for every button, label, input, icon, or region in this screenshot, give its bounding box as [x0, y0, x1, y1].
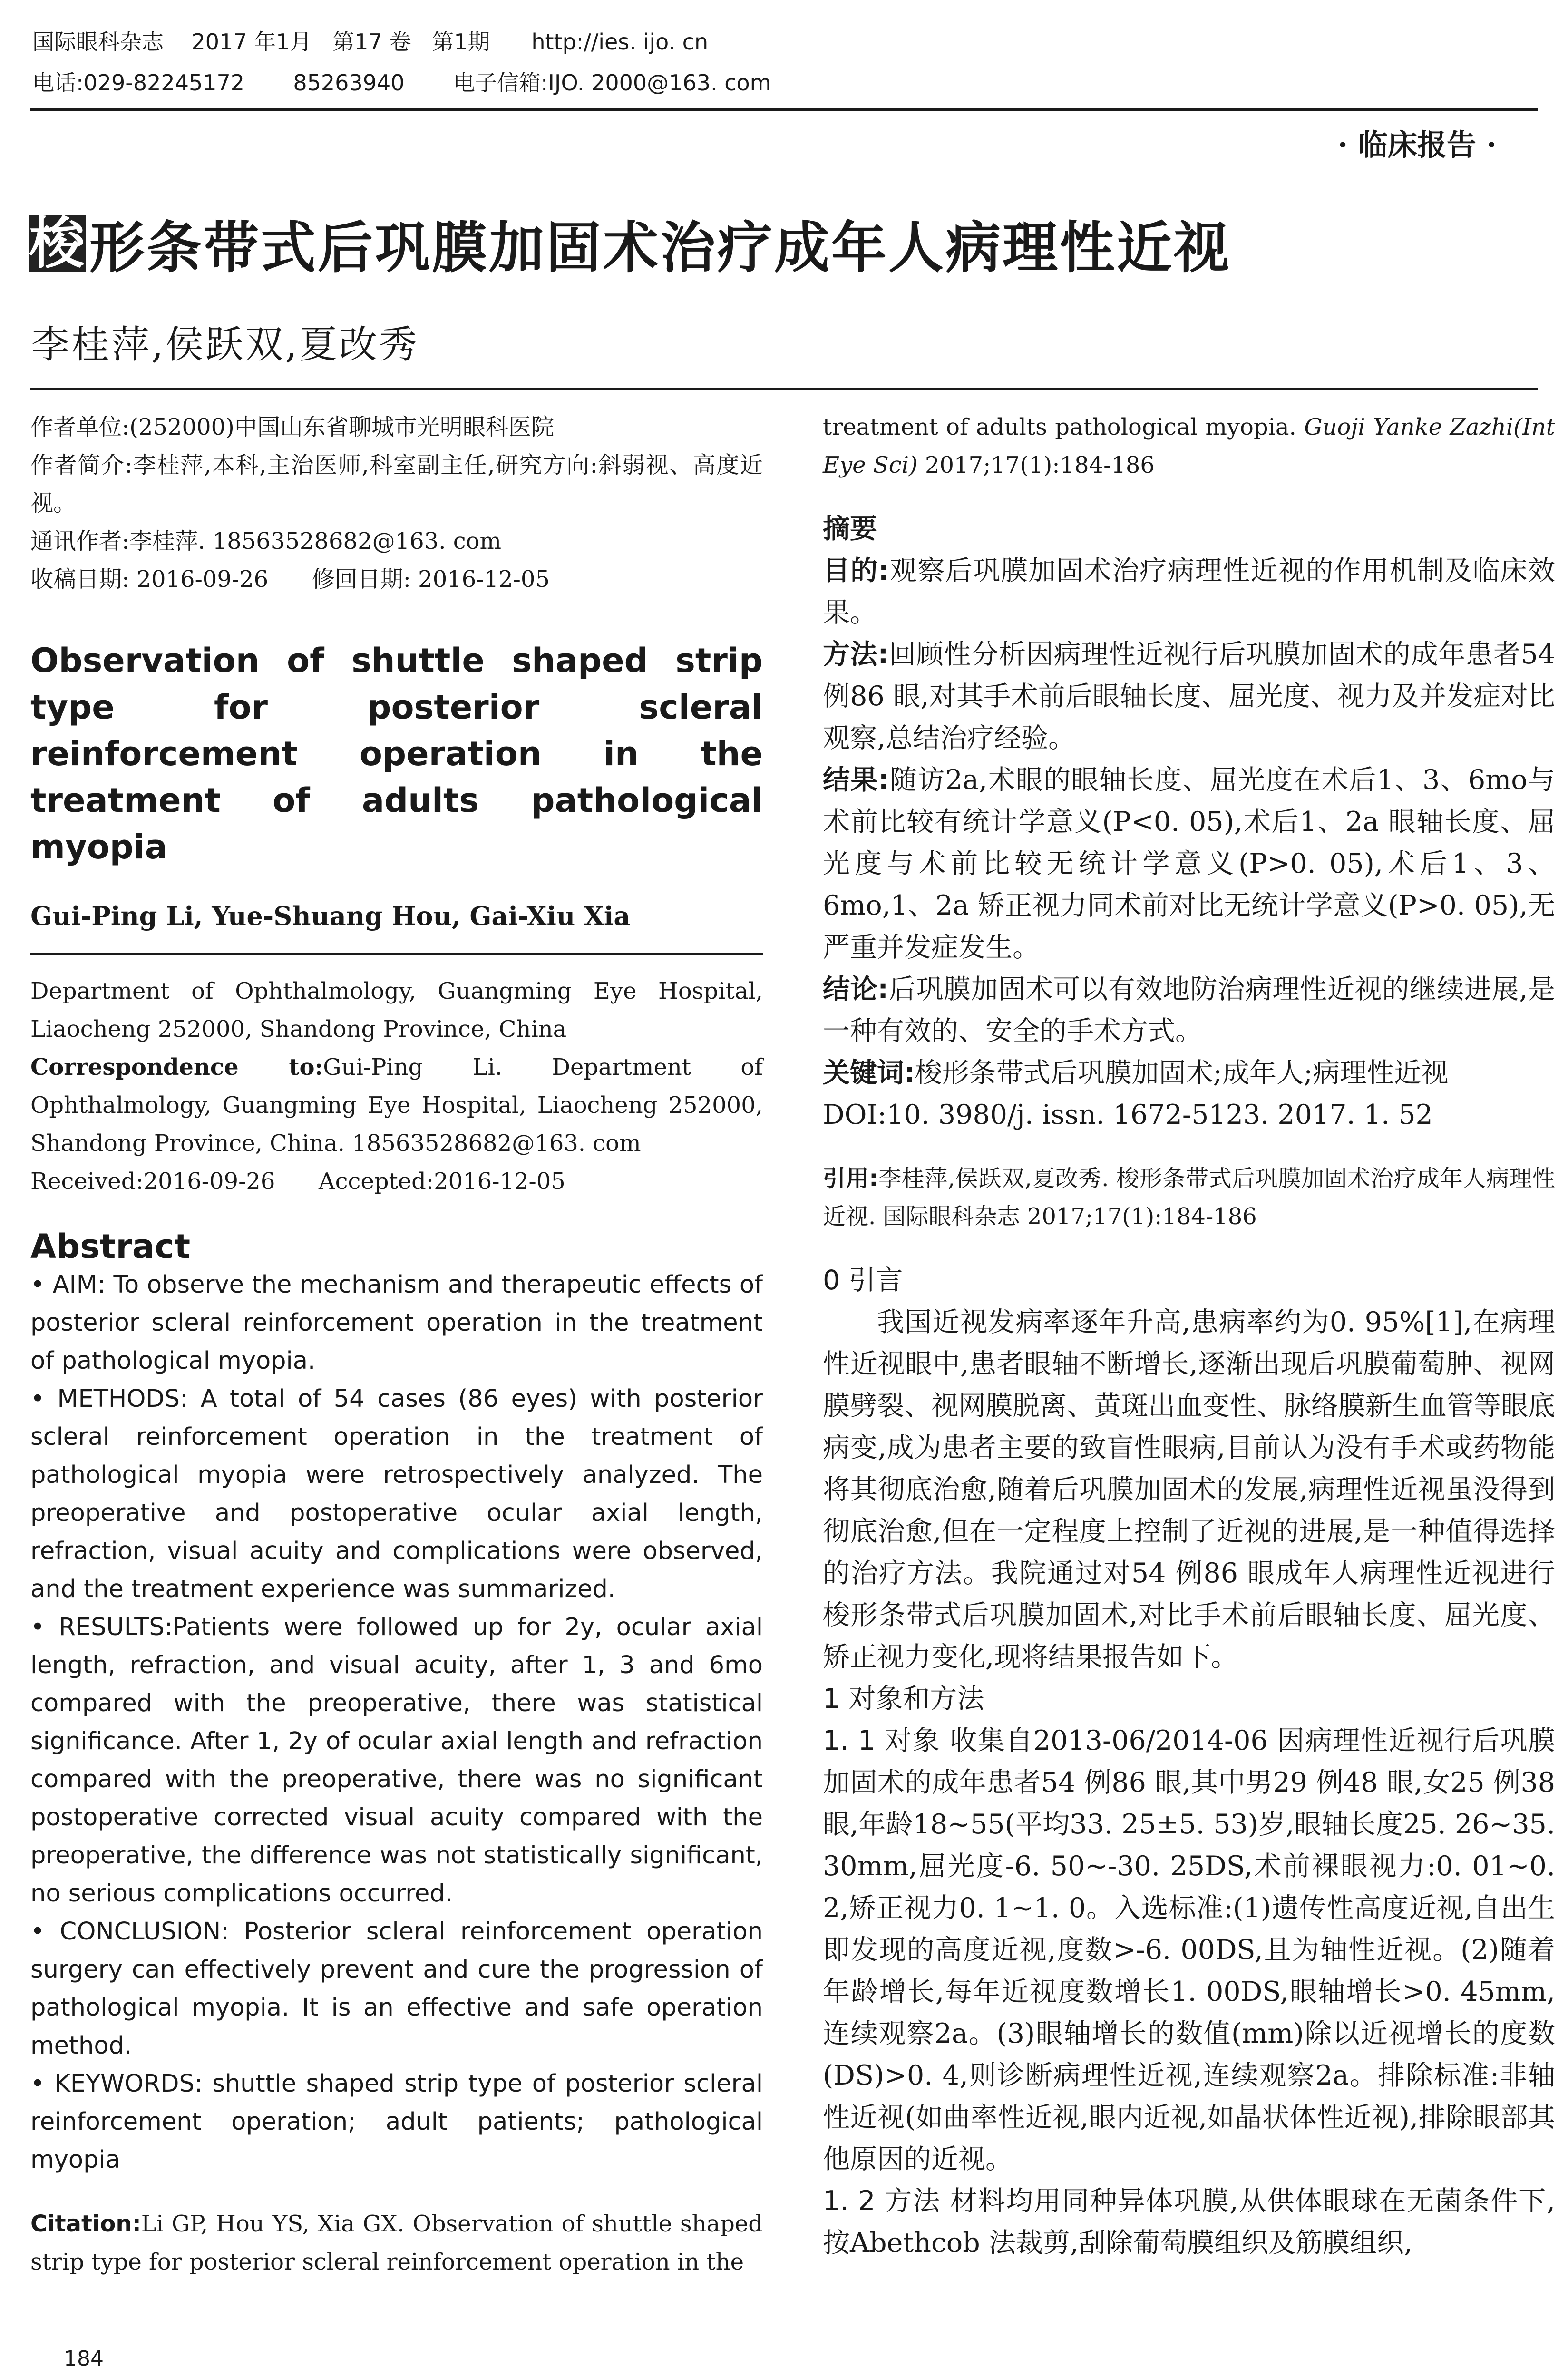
- conclusion-cn-label: 结论:: [823, 974, 889, 1005]
- citation-text-right-a: treatment of adults pathological myopia.: [823, 414, 1296, 440]
- methods-heading: 1 对象和方法: [823, 1683, 984, 1715]
- abstract-methods: • METHODS: A total of 54 cases (86 eyes) with posterior scleral reinforcement operation in the treatment of pathological myopia were retrospectively analyzed. The preoperative and postoperative ocular axial length, refraction, visual acuity and complications were observed, and the treatment experience was summarized.: [30, 1385, 763, 1603]
- abstract-heading: Abstract: [30, 1227, 191, 1266]
- doi: DOI:10. 3980/j. issn. 1672-5123. 2017. 1. 52: [823, 1099, 1433, 1130]
- left-column: [30, 408, 763, 2281]
- aim-cn-text: 观察后巩膜加固术治疗病理性近视的作用机制及临床效果。: [823, 555, 1556, 628]
- title-first-char: 梭: [29, 211, 87, 276]
- results-cn-label: 结果:: [823, 764, 889, 796]
- abstract-keywords: • KEYWORDS: shuttle shaped strip type of posterior scleral reinforcement operation; adult patients; pathological myopia: [30, 2070, 763, 2174]
- citation-en-right: [823, 408, 1555, 484]
- title-text: 形条带式后巩膜加固术治疗成年人病理性近视: [89, 215, 1231, 280]
- citation-label: Citation:: [30, 2211, 141, 2237]
- section-1-1-label: 1. 1 对象: [823, 1725, 941, 1756]
- intro-heading: 0 引言: [823, 1265, 903, 1296]
- received-dates-cn: 收稿日期: 2016-09-26 修回日期: 2016-12-05: [30, 566, 550, 593]
- page-number: 184: [64, 2347, 104, 2371]
- keywords-cn-text: 梭形条带式后巩膜加固术;成年人;病理性近视: [915, 1057, 1449, 1089]
- english-correspondence: [30, 1048, 763, 1162]
- citation-journal: Guoji Yanke Zazhi(Int Eye Sci): [823, 414, 1555, 478]
- masthead-line-2: 电话:029-82245172 85263940 电子信箱:IJO. 2000@163. com: [32, 70, 771, 96]
- corresponding-author: 通讯作者:李桂萍. 18563528682@163. com: [30, 528, 502, 555]
- citation-cn-text: 李桂萍,侯跃双,夏改秀. 梭形条带式后巩膜加固术治疗成年人病理性近视. 国际眼科杂志 2017;17(1):184-186: [823, 1165, 1555, 1230]
- citation-en-left: [30, 2205, 763, 2281]
- right-column: [823, 408, 1555, 2264]
- english-authors: Gui-Ping Li, Yue-Shuang Hou, Gai-Xiu Xia: [30, 901, 631, 931]
- abstract-aim: • AIM: To observe the mechanism and therapeutic effects of posterior scleral reinforcement operation in the treatment of pathological myopia.: [30, 1271, 763, 1375]
- section-1-2: [823, 2180, 1555, 2264]
- english-received: Received:2016-09-26 Accepted:2016-12-05: [30, 1168, 565, 1195]
- citation-cn-label: 引用:: [823, 1165, 878, 1192]
- abstract-cn-heading: 摘要: [823, 513, 877, 545]
- masthead-line-1: 国际眼科杂志 2017 年1月 第17 卷 第1期 http://ies. ijo. cn: [32, 29, 709, 55]
- keywords-cn-label: 关键词:: [823, 1057, 915, 1089]
- correspondence-text: Gui-Ping Li. Department of Ophthalmology, Guangming Eye Hospital, Liaocheng 252000, Shandong Province, China. 18563528682@163. com: [30, 1054, 763, 1157]
- abstract-conclusion: • CONCLUSION: Posterior scleral reinforcement operation surgery can effectively prevent and cure the progression of pathological myopia. It is an effective and safe operation method.: [30, 1918, 763, 2060]
- abstract-cn-keywords: [823, 1052, 1555, 1094]
- correspondence-label: Correspondence to:: [30, 1054, 323, 1081]
- methods-cn-text: 回顾性分析因病理性近视行后巩膜加固术的成年患者54 例86 眼,对其手术前后眼轴长度、屈光度、视力及并发症对比观察,总结治疗经验。: [823, 639, 1555, 754]
- section-1-1: [823, 1720, 1555, 2180]
- methods-cn-label: 方法:: [823, 639, 889, 670]
- header-rule: [30, 388, 1538, 390]
- intro-paragraph: 我国近视发病率逐年升高,患病率约为0. 95%[1],在病理性近视眼中,患者眼轴不断增长,逐渐出现后巩膜葡萄肿、视网膜劈裂、视网膜脱离、黄斑出血变性、脉络膜新生血管等眼底病变,成为患者主要的致盲性眼病,目前认为没有手术或药物能将其彻底治愈,随着后巩膜加固术的发展,病理性近视虽没得到彻底治愈,但在一定程度上控制了近视的进展,是一种值得选择的治疗方法。我院通过对54 例86 眼成年人病理性近视进行梭形条带式后巩膜加固术,对比手术前后眼轴长度、屈光度、矫正视力变化,现将结果报告如下。: [823, 1306, 1555, 1673]
- results-cn-text: 随访2a,术眼的眼轴长度、屈光度在术后1、3、6mo与术前比较有统计学意义(P<0. 05),术后1、2a 眼轴长度、屈光度与术前比较无统计学意义(P>0. 05),术后1、3、6mo,1、2a 矫正视力同术前对比无统计学意义(P>0. 05),无严重并发症发生。: [823, 764, 1556, 963]
- abstract-cn-results: [823, 759, 1555, 968]
- page-title: [29, 204, 1231, 283]
- section-tag: · 临床报告 ·: [1337, 127, 1497, 162]
- abstract-cn-methods: [823, 633, 1555, 759]
- citation-cn: [823, 1159, 1555, 1236]
- abstract-cn-aim: [823, 550, 1555, 633]
- citation-text-right-b: 2017;17(1):184-186: [925, 452, 1155, 478]
- section-1-2-text: 材料均用同种异体巩膜,从供体眼球在无菌条件下,按Abethcob 法裁剪,刮除葡萄膜组织及筋膜组织,: [823, 2185, 1555, 2259]
- authors-cn: 李桂萍,侯跃双,夏改秀: [31, 322, 419, 367]
- conclusion-cn-text: 后巩膜加固术可以有效地防治病理性近视的继续进展,是一种有效的、安全的手术方式。: [823, 974, 1555, 1047]
- abstract-results: • RESULTS:Patients were followed up for 2y, ocular axial length, refraction, and visual acuity, after 1, 3 and 6mo compared with the preoperative, there was statistical significance. After 1, 2y of ocular axial length and refraction compared with the preoperative, there was no significant postoperative corrected visual acuity compared with the preoperative, the difference was not statistically significant, no serious complications occurred.: [30, 1613, 763, 1908]
- citation-text-left: Li GP, Hou YS, Xia GX. Observation of shuttle shaped strip type for posterior scleral reinforcement operation in the: [30, 2211, 763, 2275]
- author-unit: 作者单位:(252000)中国山东省聊城市光明眼科医院: [30, 414, 554, 440]
- section-1-1-text: 收集自2013-06/2014-06 因病理性近视行后巩膜加固术的成年患者54 例86 眼,其中男29 例48 眼,女25 例38 眼,年龄18~55(平均33. 25±5. 53)岁,眼轴长度25. 26~35. 30mm,屈光度-6. 50~-30. 25DS,术前裸眼视力:0. 01~0. 2,矫正视力0. 1~1. 0。入选标准:(1)遗传性高度近视,自出生即发现的高度近视,度数>-6. 00DS,且为轴性近视。(2)随着年龄增长,每年近视度数增长1. 00DS,眼轴增长>0. 45mm,连续观察2a。(3)眼轴增长的数值(mm)除以近视增长的度数(DS)>0. 4,则诊断病理性近视,连续观察2a。排除标准:非轴性近视(如曲率性近视,眼内近视,如晶状体性近视),排除眼部其他原因的近视。: [823, 1725, 1555, 2175]
- section-1-2-label: 1. 2 方法: [823, 2185, 941, 2217]
- english-department: Department of Ophthalmology, Guangming Eye Hospital, Liaocheng 252000, Shandong Province, China: [30, 978, 763, 1042]
- english-title: Observation of shuttle shaped strip type for posterior scleral reinforcement operation in the treatment of adults pathological myopia: [30, 641, 763, 867]
- aim-cn-label: 目的:: [823, 555, 889, 586]
- abstract-cn-conclusion: [823, 968, 1555, 1052]
- masthead-rule: [30, 108, 1538, 111]
- author-bio: 作者简介:李桂萍,本科,主治医师,科室副主任,研究方向:斜弱视、高度近视。: [30, 452, 763, 516]
